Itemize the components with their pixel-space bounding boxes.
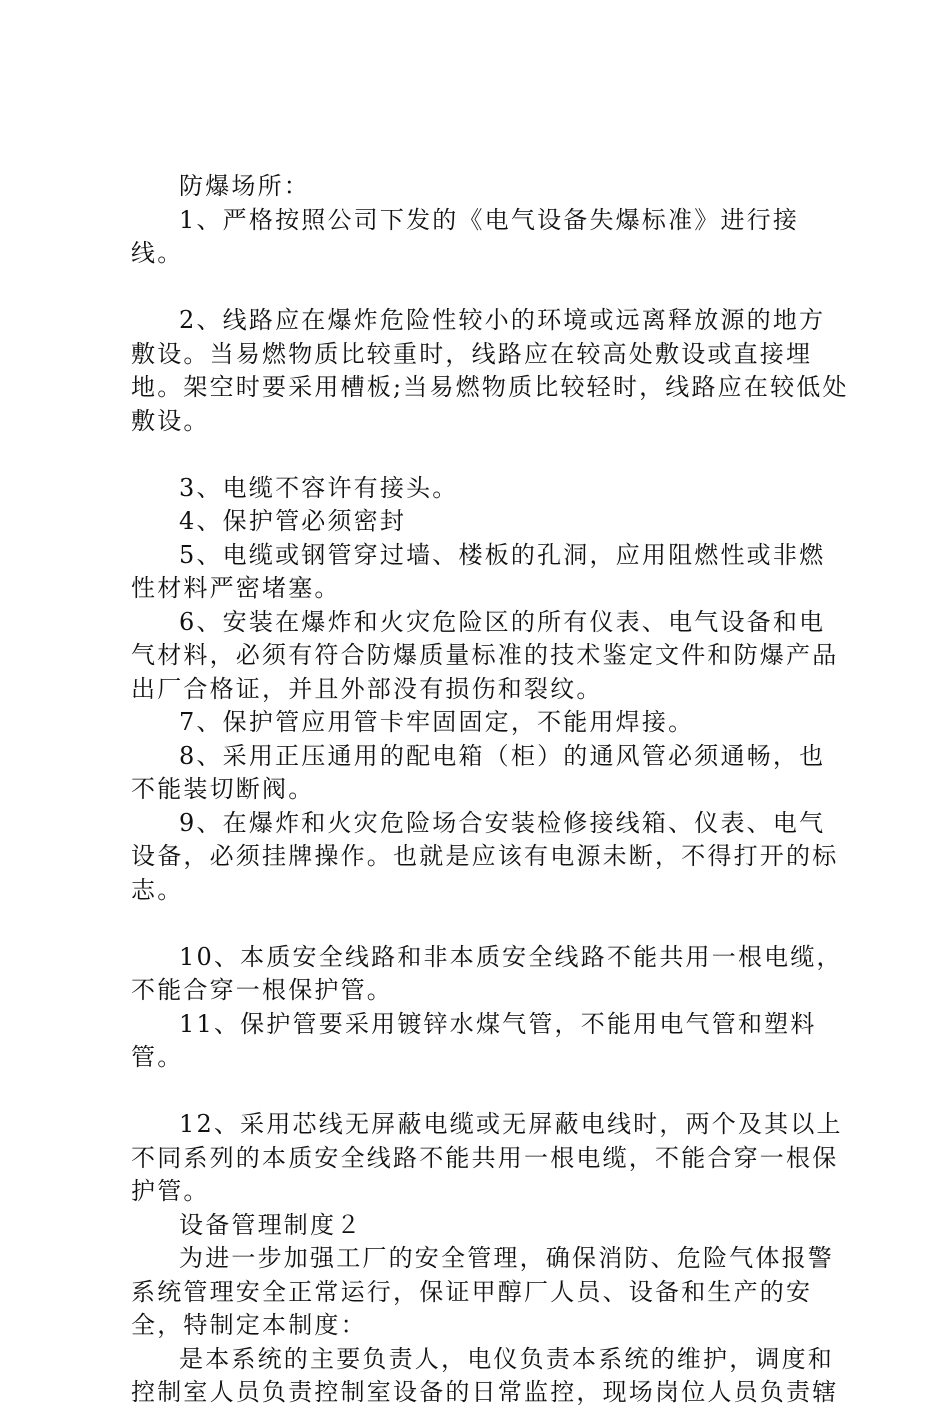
paragraph-item-11: 11、保护管要采用镀锌水煤气管，不能用电气管和塑料管。 [131,1009,817,1071]
paragraph-item-3: 3、电缆不容许有接头。 [179,473,459,502]
paragraph-item-6: 6、安装在爆炸和火灾危险区的所有仪表、电气设备和电气材料，必须有符合防爆质量标准的技术鉴定文件和防爆产品出厂合格证，并且外部没有损伤和裂纹。 [131,607,839,703]
section-title: 设备管理制度２ [179,1210,363,1239]
paragraph-item-7: 7、保护管应用管卡牢固固定，不能用焊接。 [179,708,695,736]
paragraph-heading: 防爆场所： [179,172,310,200]
paragraph-intro: 为进一步加强工厂的安全管理，确保消防、危险气体报警系统管理安全正常运行，保证甲醇厂人员、设备和生产的安全，特制定本制度： [131,1244,834,1339]
paragraph-spacer [131,1075,851,1109]
document-body [131,170,851,1410]
paragraph-responsibility: 是本系统的主要负责人，电仪负责本系统的维护，调度和控制室人员负责控制室设备的日常监控，现场岗位人员负责辖 [131,1344,839,1406]
paragraph-spacer [131,271,851,305]
paragraph-spacer [131,907,851,941]
paragraph-item-5: 5、电缆或钢管穿过墙、楼板的孔洞，应用阻燃性或非燃性材料严密堵塞。 [131,540,826,602]
paragraph-item-12: 12、采用芯线无屏蔽电缆或无屏蔽电线时，两个及其以上不同系列的本质安全线路不能共用一根电缆，不能合穿一根保护管。 [131,1110,843,1205]
paragraph-item-8: 8、采用正压通用的配电箱（柜）的通风管必须通畅，也不能装切断阀。 [131,741,826,803]
paragraph-item-10: 10、本质安全线路和非本质安全线路不能共用一根电缆，不能合穿一根保护管。 [131,942,843,1004]
paragraph-item-9: 9、在爆炸和火灾危险场合安装检修接线箱、仪表、电气设备，必须挂牌操作。也就是应该有电源未断，不得打开的标志。 [131,808,839,904]
paragraph-spacer [131,438,851,472]
paragraph-item-2: 2、线路应在爆炸危险性较小的环境或远离释放源的地方敷设。当易燃物质比较重时，线路应在较高处敷设或直接埋地。架空时要采用槽板;当易燃物质比较轻时，线路应在较低处敷设。 [131,306,849,435]
paragraph-item-4: 4、保护管必须密封 [179,507,407,535]
paragraph-item-1: 1、严格按照公司下发的《电气设备失爆标准》进行接线。 [131,205,800,267]
